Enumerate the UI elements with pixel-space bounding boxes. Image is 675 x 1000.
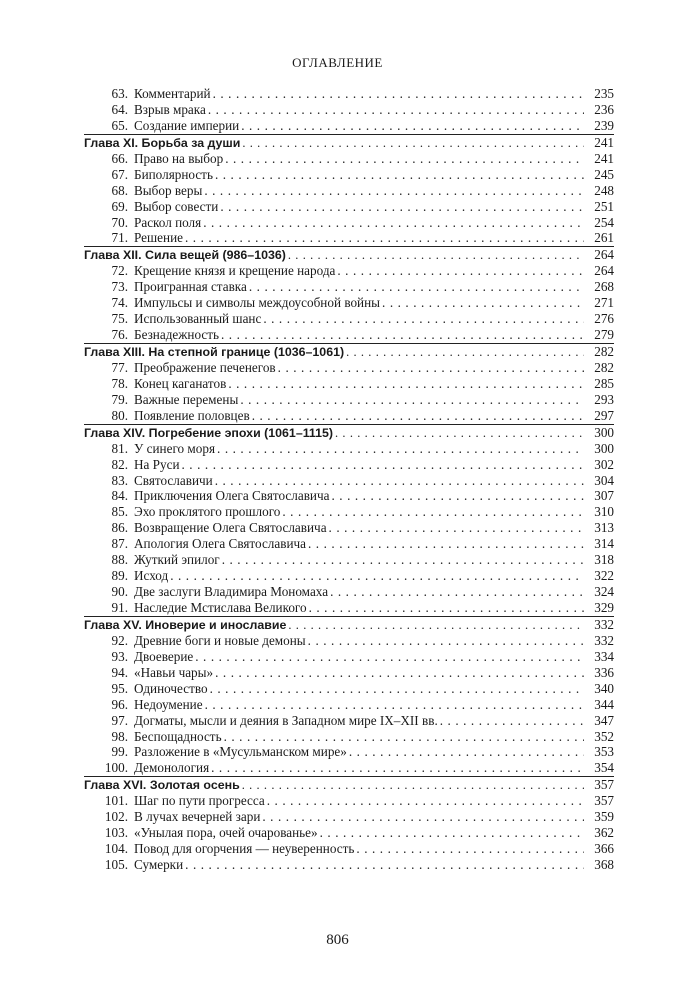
dot-leader xyxy=(262,809,584,825)
dot-leader xyxy=(346,345,584,361)
dot-leader xyxy=(225,151,584,167)
toc-item-number: 88. xyxy=(111,552,128,568)
toc-page-number: 359 xyxy=(594,809,614,825)
toc-item-number: 100. xyxy=(104,760,128,776)
toc-item-title: Биполярность xyxy=(134,166,213,182)
dot-leader xyxy=(308,536,584,552)
toc-page-number: 318 xyxy=(594,552,614,568)
toc-page-number: 279 xyxy=(594,327,614,343)
toc-page-number: 251 xyxy=(594,198,614,214)
dot-leader xyxy=(220,199,584,215)
toc-item xyxy=(84,311,614,327)
toc-item xyxy=(84,488,614,504)
toc-page-number: 340 xyxy=(594,680,614,696)
toc-item-title: Решение xyxy=(134,230,183,246)
toc-item-number: 80. xyxy=(111,407,128,423)
dot-leader xyxy=(170,568,584,584)
toc-item-number: 102. xyxy=(104,809,128,825)
toc-page-number: 336 xyxy=(594,664,614,680)
toc-item-number: 87. xyxy=(111,536,128,552)
toc-item-number: 70. xyxy=(111,214,128,230)
dot-leader xyxy=(215,665,584,681)
toc-item xyxy=(84,504,614,520)
toc-item-number: 95. xyxy=(111,680,128,696)
dot-leader xyxy=(288,618,584,634)
toc-page-number: 324 xyxy=(594,584,614,600)
toc-item-number: 69. xyxy=(111,198,128,214)
toc-page-number: 353 xyxy=(594,744,614,760)
dot-leader xyxy=(331,488,584,504)
dot-leader xyxy=(213,86,584,102)
toc-page-number: 310 xyxy=(594,504,614,520)
toc-item-title: Выбор веры xyxy=(134,182,203,198)
toc-item-number: 90. xyxy=(111,584,128,600)
toc-chapter-title: Глава XIV. Погребение эпохи (1061–1115) xyxy=(84,425,334,440)
toc-item-title: Появление половцев xyxy=(134,407,250,423)
toc-item-title: У синего моря xyxy=(134,440,216,456)
toc-item-title: Святославичи xyxy=(134,472,213,488)
dot-leader xyxy=(267,793,584,809)
toc-item-number: 85. xyxy=(111,504,128,520)
toc-page-number: 344 xyxy=(594,696,614,712)
dot-leader xyxy=(210,681,584,697)
toc-item xyxy=(84,102,614,118)
toc-page-number: 236 xyxy=(594,101,614,117)
toc-item xyxy=(84,713,614,729)
toc-chapter xyxy=(84,246,614,263)
toc-item xyxy=(84,215,614,231)
dot-leader xyxy=(222,552,584,568)
toc-item-title: Право на выбор xyxy=(134,150,224,166)
toc-item-number: 96. xyxy=(111,696,128,712)
toc-item-title: Конец каганатов xyxy=(134,375,227,391)
toc-item-number: 72. xyxy=(111,263,128,279)
toc-page-number: 357 xyxy=(594,777,614,793)
toc-item xyxy=(84,568,614,584)
toc-item xyxy=(84,295,614,311)
dot-leader xyxy=(242,136,584,152)
dot-leader xyxy=(185,230,584,246)
toc-item-title: Исход xyxy=(134,568,169,584)
toc-item-title: «Унылая пора, очей очарованье» xyxy=(134,825,318,841)
dot-leader xyxy=(308,633,584,649)
toc-page-number: 285 xyxy=(594,375,614,391)
toc-item-title: Использованный шанс xyxy=(134,311,262,327)
toc-page-number: 368 xyxy=(594,857,614,872)
toc-item-title: Сумерки xyxy=(134,857,184,872)
toc-item xyxy=(84,230,614,246)
toc-chapter xyxy=(84,424,614,441)
toc-page-number: 264 xyxy=(594,247,614,263)
dot-leader xyxy=(215,473,584,489)
toc-chapter-title: Глава XV. Иноверие и инославие xyxy=(84,617,287,632)
toc-item-title: Беспощадность xyxy=(134,728,222,744)
toc-item-number: 63. xyxy=(111,86,128,101)
toc-page-number: 261 xyxy=(594,230,614,246)
toc-item-number: 68. xyxy=(111,182,128,198)
toc-item xyxy=(84,520,614,536)
dot-leader xyxy=(329,520,584,536)
toc-item-number: 104. xyxy=(104,841,128,857)
toc-item-title: Две заслуги Владимира Мономаха xyxy=(134,584,329,600)
dot-leader xyxy=(330,584,584,600)
dot-leader xyxy=(205,697,584,713)
dot-leader xyxy=(211,760,584,776)
toc-item-title: Создание империи xyxy=(134,117,240,133)
toc-item-number: 81. xyxy=(111,440,128,456)
toc-item xyxy=(84,744,614,760)
toc-page-number: 334 xyxy=(594,648,614,664)
toc-item-title: Выбор совести xyxy=(134,198,219,214)
toc-page-number: 352 xyxy=(594,728,614,744)
toc-item-number: 86. xyxy=(111,520,128,536)
toc-item xyxy=(84,151,614,167)
toc-item-title: Двоеверие xyxy=(134,648,194,664)
toc-item-title: Комментарий xyxy=(134,86,211,101)
dot-leader xyxy=(221,327,584,343)
toc-item-title: Недоумение xyxy=(134,696,203,712)
dot-leader xyxy=(203,215,584,231)
toc-item-number: 75. xyxy=(111,311,128,327)
toc-item-number: 79. xyxy=(111,391,128,407)
toc-item-number: 76. xyxy=(111,327,128,343)
toc-item-title: Импульсы и символы междоусобной войны xyxy=(134,295,381,311)
toc-item xyxy=(84,199,614,215)
toc-item xyxy=(84,441,614,457)
toc-page-number: 362 xyxy=(594,825,614,841)
toc-item-number: 93. xyxy=(111,648,128,664)
toc-item-number: 77. xyxy=(111,359,128,375)
toc-item-title: Проигранная ставка xyxy=(134,279,247,295)
toc-item xyxy=(84,327,614,343)
toc-item-title: Наследие Мстислава Великого xyxy=(134,600,307,615)
page-header: ОГЛАВЛЕНИЕ xyxy=(292,55,383,70)
toc-item-number: 65. xyxy=(111,117,128,133)
toc-item xyxy=(84,633,614,649)
toc-page-number: 241 xyxy=(594,134,614,150)
toc-item-number: 91. xyxy=(111,600,128,615)
toc-page-number: 347 xyxy=(594,712,614,728)
toc-item-title: В лучах вечерней зари xyxy=(134,809,261,825)
toc-page-number: 239 xyxy=(594,117,614,133)
toc-item-title: На Руси xyxy=(134,456,180,472)
toc-chapter xyxy=(84,616,614,633)
toc-item-title: Повод для огорчения — неуверенность xyxy=(134,841,355,857)
toc-page-number: 300 xyxy=(594,424,614,440)
dot-leader xyxy=(208,102,584,118)
toc-chapter-title: Глава XI. Борьба за души xyxy=(84,135,241,150)
toc-item-number: 94. xyxy=(111,664,128,680)
toc-page-number: 282 xyxy=(594,359,614,375)
toc-item xyxy=(84,183,614,199)
dot-leader xyxy=(278,360,584,376)
toc-page-number: 293 xyxy=(594,391,614,407)
toc-item-number: 99. xyxy=(111,744,128,760)
toc-page-number: 302 xyxy=(594,456,614,472)
toc-item-title: Важные перемены xyxy=(134,391,239,407)
dot-leader xyxy=(288,248,584,264)
toc-page-number: 268 xyxy=(594,279,614,295)
dot-leader xyxy=(337,263,584,279)
toc-item-number: 92. xyxy=(111,632,128,648)
toc-item xyxy=(84,392,614,408)
toc-item-number: 78. xyxy=(111,375,128,391)
dot-leader xyxy=(335,426,584,442)
toc-page-number: 241 xyxy=(594,150,614,166)
toc-item xyxy=(84,857,614,873)
toc-page-number: 304 xyxy=(594,472,614,488)
toc-item-title: Возвращение Олега Святославича xyxy=(134,520,327,536)
toc-page-number: 329 xyxy=(594,600,614,615)
toc-item xyxy=(84,697,614,713)
dot-leader xyxy=(241,118,584,134)
toc-page-number: 282 xyxy=(594,344,614,359)
toc-chapter-title: Глава XII. Сила вещей (986–1036) xyxy=(84,248,286,263)
toc-item-number: 64. xyxy=(111,101,128,117)
toc-page-number: 332 xyxy=(594,616,614,632)
toc-item xyxy=(84,841,614,857)
toc-page-number: 264 xyxy=(594,263,614,279)
dot-leader xyxy=(249,279,584,295)
toc-item xyxy=(84,649,614,665)
toc-item-title: Разложение в «Мусульманском мире» xyxy=(134,744,347,760)
dot-leader xyxy=(242,778,584,794)
toc-item xyxy=(84,681,614,697)
toc-item xyxy=(84,793,614,809)
toc-item-number: 82. xyxy=(111,456,128,472)
toc-item xyxy=(84,376,614,392)
toc-chapter-title: Глава XVI. Золотая осень xyxy=(84,778,240,793)
dot-leader xyxy=(349,744,584,760)
toc-chapter xyxy=(84,343,614,360)
toc-item-number: 84. xyxy=(111,488,128,504)
toc-item xyxy=(84,536,614,552)
toc-page-number: 245 xyxy=(594,166,614,182)
toc-page-number: 357 xyxy=(594,793,614,809)
toc-item-number: 71. xyxy=(111,230,128,246)
dot-leader xyxy=(440,713,584,729)
toc-page-number: 235 xyxy=(594,86,614,101)
dot-leader xyxy=(356,841,584,857)
toc-item-title: Раскол поля xyxy=(134,214,202,230)
toc-item-number: 67. xyxy=(111,166,128,182)
toc-page-number: 313 xyxy=(594,520,614,536)
dot-leader xyxy=(382,295,584,311)
toc-item xyxy=(84,473,614,489)
dot-leader xyxy=(224,729,584,745)
toc-item-number: 105. xyxy=(104,857,128,872)
toc-item-title: Догматы, мысли и деяния в Западном мире IX–XII вв. xyxy=(134,712,438,728)
toc-chapter xyxy=(84,134,614,151)
toc-page-number: 271 xyxy=(594,295,614,311)
toc-item-title: Жуткий эпилог xyxy=(134,552,220,568)
toc-page-number: 332 xyxy=(594,632,614,648)
toc-item xyxy=(84,263,614,279)
toc-page-number: 276 xyxy=(594,311,614,327)
table-of-contents xyxy=(84,86,614,873)
toc-page-number: 366 xyxy=(594,841,614,857)
toc-item-title: Преображение печенегов xyxy=(134,359,276,375)
toc-item-number: 98. xyxy=(111,728,128,744)
toc-item-number: 66. xyxy=(111,150,128,166)
dot-leader xyxy=(185,857,584,873)
page-number: 806 xyxy=(326,932,349,948)
toc-page-number: 307 xyxy=(594,488,614,504)
toc-item xyxy=(84,86,614,102)
toc-item-title: Взрыв мрака xyxy=(134,101,206,117)
toc-item xyxy=(84,279,614,295)
toc-item-title: Одиночество xyxy=(134,680,208,696)
toc-item-title: Безнадежность xyxy=(134,327,219,343)
toc-item xyxy=(84,408,614,424)
toc-page-number: 248 xyxy=(594,182,614,198)
toc-item-title: Древние боги и новые демоны xyxy=(134,632,306,648)
dot-leader xyxy=(252,408,584,424)
dot-leader xyxy=(240,392,584,408)
toc-page-number: 322 xyxy=(594,568,614,584)
toc-chapter-title: Глава XIII. На степной границе (1036–1061) xyxy=(84,345,345,359)
toc-item-number: 73. xyxy=(111,279,128,295)
toc-item-title: Приключения Олега Святославича xyxy=(134,488,330,504)
dot-leader xyxy=(228,376,584,392)
toc-item xyxy=(84,118,614,134)
dot-leader xyxy=(320,825,584,841)
toc-item xyxy=(84,729,614,745)
toc-item xyxy=(84,600,614,616)
toc-item-title: Эхо проклятого прошлого xyxy=(134,504,281,520)
toc-item-number: 97. xyxy=(111,712,128,728)
toc-item-number: 74. xyxy=(111,295,128,311)
dot-leader xyxy=(182,457,584,473)
dot-leader xyxy=(282,504,584,520)
dot-leader xyxy=(204,183,584,199)
toc-item-title: Демонология xyxy=(134,760,210,776)
toc-page-number: 314 xyxy=(594,536,614,552)
toc-item xyxy=(84,552,614,568)
dot-leader xyxy=(195,649,584,665)
toc-chapter xyxy=(84,776,614,793)
toc-item-title: «Навьи чары» xyxy=(134,664,214,680)
toc-item xyxy=(84,665,614,681)
toc-item-number: 103. xyxy=(104,825,128,841)
toc-item-title: Апология Олега Святославича xyxy=(134,536,307,552)
dot-leader xyxy=(217,441,584,457)
toc-page-number: 354 xyxy=(594,760,614,776)
toc-item xyxy=(84,825,614,841)
toc-item xyxy=(84,809,614,825)
toc-item-number: 89. xyxy=(111,568,128,584)
toc-item xyxy=(84,167,614,183)
toc-item-title: Шаг по пути прогресса xyxy=(134,793,265,809)
toc-item xyxy=(84,760,614,776)
dot-leader xyxy=(309,600,584,616)
dot-leader xyxy=(263,311,584,327)
toc-item xyxy=(84,457,614,473)
toc-page-number: 300 xyxy=(594,440,614,456)
dot-leader xyxy=(215,167,584,183)
toc-item xyxy=(84,584,614,600)
toc-item xyxy=(84,360,614,376)
toc-item-title: Крещение князя и крещение народа xyxy=(134,263,336,279)
toc-page-number: 254 xyxy=(594,214,614,230)
toc-item-number: 101. xyxy=(104,793,128,809)
toc-page-number: 297 xyxy=(594,407,614,423)
toc-item-number: 83. xyxy=(111,472,128,488)
